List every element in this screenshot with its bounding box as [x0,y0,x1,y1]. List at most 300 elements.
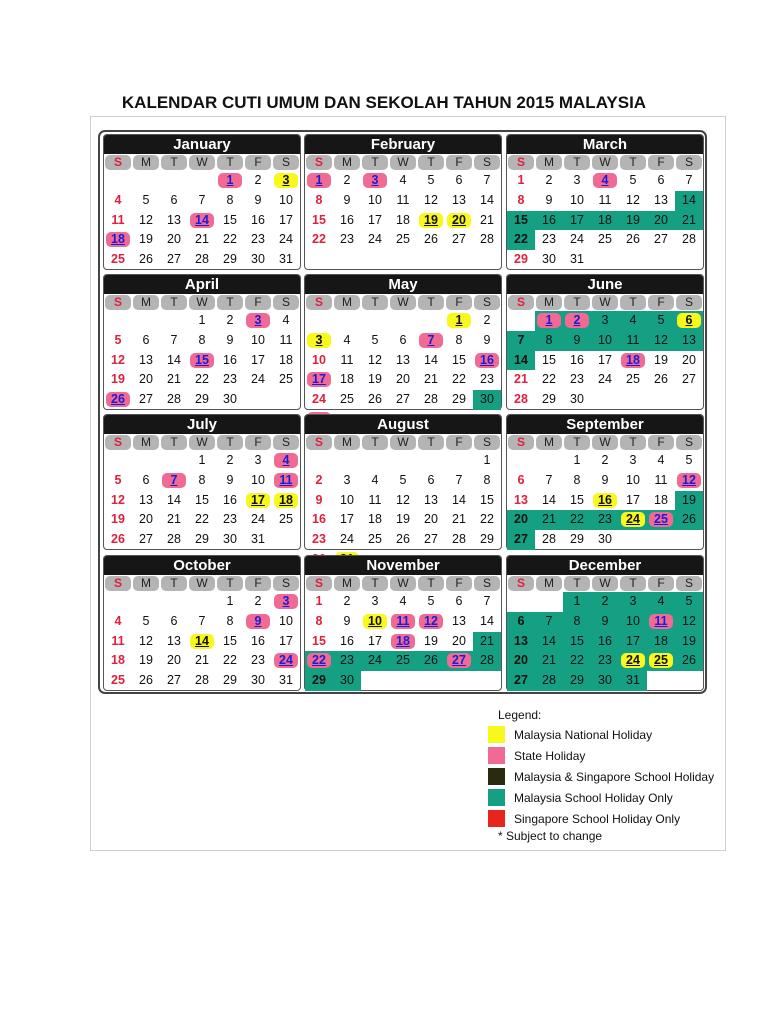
day-cell [361,612,389,632]
day-number: 15 [570,633,584,648]
month-name: August [305,415,501,434]
day-cell [188,491,216,511]
weekday-label: M [133,295,159,310]
day-number: 12 [139,212,153,227]
day-number: 2 [315,472,323,487]
day-cell [305,351,333,371]
day-number: 25 [111,673,125,688]
day-cell [647,191,675,211]
day-cell [535,632,563,652]
day-number: 21 [167,372,181,387]
day-cell [675,632,703,652]
day-number: 10 [312,352,326,367]
day-number: 7 [198,192,206,207]
day-number: 9 [601,472,609,487]
empty-cell [507,311,535,331]
day-number: 22 [223,232,237,247]
empty-cell [160,451,188,471]
day-cell [333,530,361,550]
day-number: 6 [142,332,150,347]
day-number: 10 [279,192,293,207]
day-number: 11 [654,472,668,487]
day-cell [333,351,361,371]
day-number: 6 [517,613,525,628]
day-cell [535,612,563,632]
day-number: 13 [452,192,466,207]
day-number: 17 [279,212,293,227]
day-number: 28 [514,392,528,407]
day-cell [563,651,591,671]
day-cell [445,171,473,191]
day-cell [160,191,188,211]
state-holiday-badge: 4 [274,453,298,468]
day-cell [647,311,675,331]
day-cell [535,510,563,530]
empty-cell [132,451,160,471]
day-number: 15 [312,212,326,227]
day-number: 16 [251,633,265,648]
day-cell [591,311,619,331]
day-cell [647,632,675,652]
day-cell [507,370,535,390]
day-cell [591,230,619,250]
day-cell [104,510,132,530]
state-holiday-badge: 22 [307,653,331,668]
day-cell [445,311,473,331]
weekday-header [507,154,703,171]
day-cell [647,612,675,632]
day-number: 30 [223,392,237,407]
day-cell [333,390,361,410]
weekday-label: M [334,576,360,591]
weekday-label: T [418,435,444,450]
day-cell [216,370,244,390]
month-may [304,274,502,410]
day-number: 19 [682,492,696,507]
day-cell [535,351,563,371]
day-number: 3 [629,594,637,608]
day-number: 22 [452,372,466,387]
day-cell [104,671,132,691]
day-cell [104,370,132,390]
day-number: 26 [368,392,382,407]
day-cell [333,331,361,351]
national-holiday-badge: 20 [447,213,471,228]
day-number: 14 [542,633,556,648]
day-number: 22 [223,653,237,668]
day-grid [305,592,501,691]
weekday-label: S [273,295,299,310]
month-name: June [507,275,703,294]
day-number: 19 [111,372,125,387]
day-number: 24 [279,232,293,247]
day-number: 24 [368,232,382,247]
day-cell [619,671,647,691]
day-cell [132,370,160,390]
day-cell [563,351,591,371]
day-number: 25 [279,372,293,387]
day-cell [473,612,501,632]
day-cell [272,351,300,371]
day-number: 4 [343,332,351,347]
day-number: 23 [570,372,584,387]
day-cell [160,211,188,231]
day-number: 28 [167,532,181,547]
day-cell [619,191,647,211]
legend-title: Legend: [498,708,542,722]
day-number: 21 [542,653,556,668]
day-cell [619,171,647,191]
day-cell [188,351,216,371]
day-cell [188,390,216,410]
day-cell [507,612,535,632]
day-cell [675,510,703,530]
day-cell [647,651,675,671]
day-number: 20 [654,212,668,227]
weekday-label: F [648,295,674,310]
day-cell [507,211,535,231]
day-cell [389,612,417,632]
month-name: April [104,275,300,294]
national-holiday-badge: 14 [190,634,214,649]
weekday-label: W [189,295,215,310]
weekday-label: W [189,435,215,450]
day-cell [507,510,535,530]
state-holiday-badge: 7 [419,333,443,348]
day-cell [272,612,300,632]
weekday-label: M [334,435,360,450]
day-cell [104,632,132,652]
empty-cell [132,171,160,191]
month-name: September [507,415,703,434]
day-cell [389,510,417,530]
day-cell [305,592,333,612]
day-number: 19 [654,352,668,367]
day-cell [675,351,703,371]
day-number: 21 [424,372,438,387]
day-number: 19 [626,212,640,227]
day-cell [507,390,535,410]
day-cell [216,530,244,550]
day-cell [473,592,501,612]
day-number: 9 [315,492,323,507]
day-cell [591,171,619,191]
day-number: 4 [114,192,122,207]
day-number: 19 [368,372,382,387]
day-cell [244,311,272,331]
day-number: 19 [139,653,153,668]
day-cell [216,211,244,231]
weekday-label: S [306,435,332,450]
day-cell [445,230,473,250]
weekday-label: S [105,576,131,591]
day-cell [563,592,591,612]
day-number: 22 [570,653,584,668]
day-cell [272,250,300,270]
day-cell [216,491,244,511]
day-number: 16 [542,212,556,227]
day-number: 10 [279,613,293,628]
day-cell [104,351,132,371]
day-number: 9 [545,192,553,207]
empty-cell [104,311,132,331]
day-cell [507,671,535,691]
day-cell [647,230,675,250]
day-cell [132,331,160,351]
day-cell [305,230,333,250]
weekday-label: S [273,576,299,591]
day-number: 10 [626,472,640,487]
day-cell [361,471,389,491]
day-number: 6 [427,472,435,487]
day-cell [445,592,473,612]
day-cell [445,612,473,632]
day-cell [507,491,535,511]
national-holiday-badge: 25 [649,653,673,668]
day-cell [445,370,473,390]
day-number: 9 [226,472,234,487]
day-number: 17 [570,212,584,227]
day-cell [647,592,675,612]
day-number: 8 [226,192,234,207]
day-number: 20 [139,512,153,527]
day-cell [333,612,361,632]
day-cell [188,250,216,270]
day-number: 24 [340,532,354,547]
day-cell [104,211,132,231]
day-cell [272,311,300,331]
day-number: 21 [452,512,466,527]
empty-cell [160,592,188,612]
day-cell [563,612,591,632]
day-number: 3 [254,453,262,467]
empty-cell [333,451,361,471]
day-number: 15 [312,633,326,648]
day-number: 10 [251,472,265,487]
day-number: 24 [312,392,326,407]
day-number: 14 [167,492,181,507]
day-number: 17 [598,352,612,367]
day-cell [675,451,703,471]
empty-cell [188,171,216,191]
day-number: 15 [542,352,556,367]
day-cell [188,191,216,211]
day-cell [675,592,703,612]
weekday-header [507,575,703,592]
day-number: 15 [223,633,237,648]
day-number: 18 [396,212,410,227]
day-number: 18 [654,492,668,507]
day-cell [389,171,417,191]
day-cell [591,331,619,351]
day-number: 14 [480,613,494,628]
weekday-label: S [474,576,500,591]
month-name: November [305,556,501,575]
day-number: 28 [195,673,209,688]
day-grid [507,592,703,691]
day-cell [507,331,535,351]
day-cell [244,671,272,691]
empty-cell [104,592,132,612]
day-cell [361,592,389,612]
weekday-label: T [362,435,388,450]
day-number: 28 [424,392,438,407]
day-cell [563,331,591,351]
state-holiday-badge: 17 [307,372,331,387]
month-february [304,134,502,270]
day-cell [591,612,619,632]
day-cell [563,211,591,231]
day-number: 2 [254,173,262,187]
day-cell [647,471,675,491]
day-number: 1 [483,453,491,467]
day-number: 30 [570,392,584,407]
day-number: 23 [340,653,354,668]
day-cell [216,390,244,410]
day-number: 31 [626,673,640,688]
day-number: 25 [396,653,410,668]
state-holiday-badge: 16 [475,353,499,368]
day-cell [591,651,619,671]
day-cell [473,331,501,351]
day-number: 29 [480,532,494,547]
state-holiday-badge: 12 [677,473,701,488]
state-holiday-badge: 4 [593,173,617,188]
day-cell [417,612,445,632]
day-cell [389,331,417,351]
day-number: 17 [626,492,640,507]
empty-cell [104,451,132,471]
day-cell [563,370,591,390]
day-cell [619,612,647,632]
day-cell [473,632,501,652]
day-number: 6 [170,613,178,628]
empty-cell [535,592,563,612]
day-cell [675,311,703,331]
day-cell [333,191,361,211]
day-number: 26 [424,653,438,668]
state-holiday-badge: 1 [307,173,331,188]
day-number: 8 [315,192,323,207]
day-cell [216,510,244,530]
day-number: 21 [167,512,181,527]
day-number: 9 [483,332,491,347]
day-number: 20 [396,372,410,387]
day-number: 20 [452,633,466,648]
day-number: 7 [545,472,553,487]
day-number: 24 [251,512,265,527]
day-number: 27 [654,232,668,247]
weekday-label: F [245,155,271,170]
day-number: 2 [601,453,609,467]
weekday-label: W [592,155,618,170]
day-cell [675,230,703,250]
day-number: 23 [251,653,265,668]
day-number: 14 [424,352,438,367]
day-number: 23 [480,372,494,387]
day-cell [333,471,361,491]
day-number: 17 [279,633,293,648]
day-cell [591,530,619,550]
day-cell [591,211,619,231]
day-number: 30 [251,673,265,688]
weekday-label: F [245,435,271,450]
day-number: 18 [654,633,668,648]
day-number: 1 [226,594,234,608]
day-number: 25 [368,532,382,547]
day-number: 6 [170,192,178,207]
day-number: 18 [111,653,125,668]
day-number: 23 [251,232,265,247]
day-number: 27 [167,252,181,267]
legend-swatch [488,789,505,806]
day-cell [507,530,535,550]
day-cell [160,351,188,371]
state-holiday-badge: 24 [274,653,298,668]
day-cell [216,191,244,211]
weekday-label: S [474,435,500,450]
day-cell [333,592,361,612]
day-number: 7 [170,332,178,347]
day-cell [445,211,473,231]
day-cell [647,370,675,390]
day-cell [417,171,445,191]
day-cell [591,191,619,211]
day-number: 27 [514,532,528,547]
day-cell [507,651,535,671]
weekday-label: M [334,155,360,170]
day-number: 30 [480,392,494,407]
weekday-label: M [133,435,159,450]
day-cell [417,351,445,371]
weekday-label: W [390,295,416,310]
weekday-label: T [418,155,444,170]
day-cell [389,471,417,491]
day-number: 4 [399,173,407,187]
weekday-label: S [105,295,131,310]
day-cell [675,171,703,191]
day-number: 15 [195,492,209,507]
weekday-label: F [446,155,472,170]
day-number: 5 [685,453,693,467]
day-cell [473,211,501,231]
day-number: 30 [223,532,237,547]
day-number: 11 [598,192,612,207]
day-cell [675,471,703,491]
day-cell [305,671,333,691]
weekday-label: S [676,435,702,450]
national-holiday-badge: 6 [677,313,701,328]
month-march [506,134,704,270]
day-number: 13 [452,613,466,628]
day-number: 5 [371,332,379,347]
day-cell [272,651,300,671]
legend-item [488,766,724,787]
day-cell [647,491,675,511]
national-holiday-badge: 3 [274,173,298,188]
day-number: 7 [685,173,693,187]
day-cell [132,191,160,211]
day-number: 1 [517,173,525,187]
day-number: 1 [198,313,206,327]
weekday-label: S [676,576,702,591]
day-number: 14 [167,352,181,367]
day-number: 10 [368,192,382,207]
legend-label: Malaysia School Holiday Only [514,790,673,805]
day-number: 19 [396,512,410,527]
day-cell [361,331,389,351]
month-name: May [305,275,501,294]
